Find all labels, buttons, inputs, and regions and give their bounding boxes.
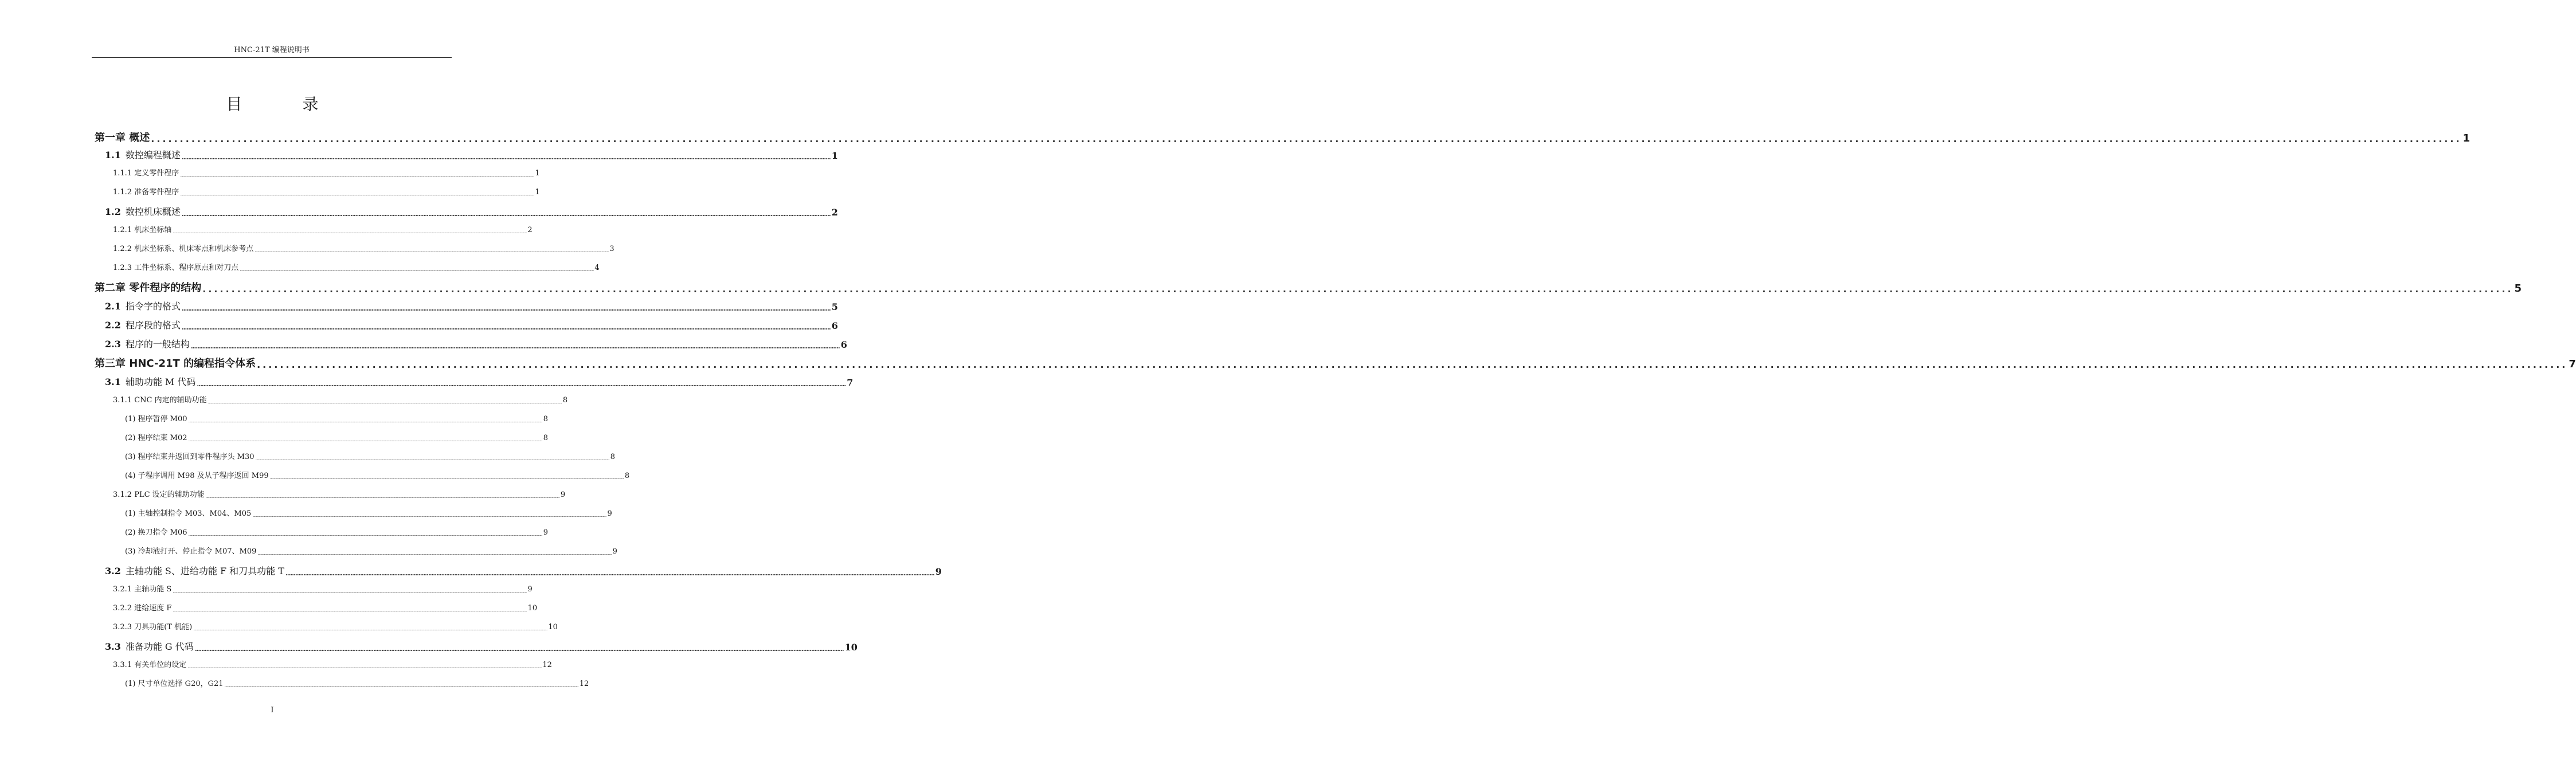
toc-entry-text: 辅助功能 M 代码 <box>125 376 196 387</box>
toc-entry-text: (1) 尺寸单位选择 G20，G21 <box>125 680 224 688</box>
toc-entry[interactable] <box>113 222 533 234</box>
toc-dot-leader: ................................................................................................................................................................................................................................................................................................................................................................................................................ <box>255 248 609 253</box>
toc-entry-text: 3.2.3 刀具功能(T 机能) <box>113 623 193 631</box>
toc-entry[interactable] <box>105 373 854 388</box>
toc-entry-text: (1) 主轴控制指令 M03、M04、M05 <box>125 509 252 518</box>
toc-dot-leader: ................................................................................................................................................................................................................................................................................................................................................................................................................ <box>180 172 534 178</box>
toc-entry[interactable] <box>113 241 614 253</box>
toc-entry[interactable] <box>105 146 838 161</box>
toc-entry-text: (1) 程序暂停 M00 <box>125 415 187 423</box>
toc-entry-page: 9 <box>612 547 617 556</box>
toc-entry-title <box>113 261 238 272</box>
toc-entry[interactable] <box>113 392 568 405</box>
toc-dot-leader: ................................................................................................................................................................................................................................................................................................................................................................................................................ <box>181 210 831 218</box>
toc-entry-title <box>113 167 179 178</box>
toc-entry-text: (2) 换刀指令 M06 <box>125 528 187 537</box>
toc-entry-number: 3.2 <box>105 566 121 576</box>
toc-entry-text: 第二章 零件程序的结构 <box>95 282 202 294</box>
toc-entry-text: 数控机床概述 <box>125 206 181 217</box>
toc-entry-page: 10 <box>527 604 538 613</box>
toc-entry-title <box>125 469 269 480</box>
toc-dot-leader: ................................................................................................................................................................................................................................................................................................................................................................................................................ <box>224 683 578 688</box>
toc-entry-page: 9 <box>935 566 942 577</box>
toc-entry-title <box>113 621 192 631</box>
toc-entry-page: 1 <box>2463 132 2471 144</box>
toc-entry-title <box>125 413 187 423</box>
toc-entry-text: 1.2.2 机床坐标系、机床零点和机床参考点 <box>113 245 254 253</box>
toc-entry-text: (3) 冷却液打开、停止指令 M07、M09 <box>125 547 257 556</box>
toc-dot-leader: ................................................................................................................................................................................................................................................................................................................................................................................................................ <box>194 645 844 653</box>
toc-entry-page: 4 <box>594 264 600 272</box>
toc-entry-page: 9 <box>543 528 549 537</box>
toc-dot-leader: ................................................................................................................................................................................................................................................................................................................................................................................................................ <box>202 284 2514 295</box>
toc-entry-title <box>105 639 194 653</box>
toc-entry-page: 12 <box>542 661 552 669</box>
toc-dot-leader: ................................................................................................................................................................................................................................................................................................................................................................................................................ <box>180 191 534 197</box>
toc-entry[interactable] <box>105 316 838 331</box>
toc-entry-title <box>113 394 207 405</box>
toc-entry[interactable] <box>125 468 630 480</box>
toc-entry-title <box>113 658 186 669</box>
toc-entry-title <box>105 299 181 312</box>
toc-entry-page: 1 <box>535 169 540 178</box>
toc-entry[interactable] <box>125 543 617 556</box>
toc-entry-title <box>105 148 181 161</box>
toc-entry-page: 7 <box>847 377 854 388</box>
toc-entry-title <box>125 545 256 556</box>
toc-entry-page: 6 <box>831 320 838 331</box>
toc-entry-text: (4) 子程序调用 M98 及从子程序返回 M99 <box>125 472 269 480</box>
toc-dot-leader: ................................................................................................................................................................................................................................................................................................................................................................................................................ <box>181 154 831 161</box>
toc-entry-page: 2 <box>527 226 533 234</box>
toc-entry-title <box>113 186 179 197</box>
toc-entry-page: 1 <box>831 150 838 161</box>
toc-dot-leader: ................................................................................................................................................................................................................................................................................................................................................................................................................ <box>285 570 934 577</box>
toc-entry-title <box>113 602 171 613</box>
toc-entry-page: 5 <box>2514 283 2522 295</box>
toc-entry-text: 3.1.1 CNC 内定的辅助功能 <box>113 396 207 405</box>
toc-entry[interactable] <box>113 600 538 613</box>
toc-dot-leader: ................................................................................................................................................................................................................................................................................................................................................................................................................ <box>188 532 542 537</box>
toc-entry-title <box>125 507 251 518</box>
toc-entry-number: 1.2 <box>105 206 121 217</box>
toc-entry-title <box>125 677 224 688</box>
toc-entry[interactable] <box>95 127 2471 144</box>
toc-dot-leader: ................................................................................................................................................................................................................................................................................................................................................................................................................ <box>187 664 542 669</box>
toc-entry-page: 8 <box>624 472 630 480</box>
toc-entry-title <box>125 450 255 461</box>
toc-dot-leader: ................................................................................................................................................................................................................................................................................................................................................................................................................ <box>208 399 562 405</box>
toc-entry[interactable] <box>95 277 2522 295</box>
toc-entry-text: 程序段的格式 <box>125 320 181 331</box>
toc-entry[interactable] <box>113 657 552 669</box>
toc-entry-title <box>113 223 171 234</box>
toc-entry-number: 1.1 <box>105 150 121 160</box>
toc-dot-leader: ................................................................................................................................................................................................................................................................................................................................................................................................................ <box>173 588 527 594</box>
toc-entry-title <box>125 526 187 537</box>
toc-entry[interactable] <box>125 430 549 442</box>
toc-dot-leader: ................................................................................................................................................................................................................................................................................................................................................................................................................ <box>188 437 542 442</box>
toc-dot-leader: ................................................................................................................................................................................................................................................................................................................................................................................................................ <box>181 324 831 331</box>
toc-entry-title <box>113 488 205 499</box>
toc-dot-leader: ................................................................................................................................................................................................................................................................................................................................................................................................................ <box>173 607 527 613</box>
toc-entry-title <box>105 564 284 577</box>
toc-dot-leader: ................................................................................................................................................................................................................................................................................................................................................................................................................ <box>190 343 840 350</box>
toc-entry-text: 3.1.2 PLC 设定的辅助功能 <box>113 491 205 499</box>
toc-dot-leader: ................................................................................................................................................................................................................................................................................................................................................................................................................ <box>255 456 609 461</box>
toc-entry-title <box>105 318 181 331</box>
toc-entry-text: 数控编程概述 <box>125 150 181 160</box>
toc-entry[interactable] <box>95 353 2576 370</box>
toc-entry-title <box>113 583 171 594</box>
toc-entry-text: 程序的一般结构 <box>125 339 190 350</box>
toc-dot-leader: ................................................................................................................................................................................................................................................................................................................................................................................................................ <box>252 513 606 518</box>
toc-entry[interactable] <box>125 676 589 688</box>
toc-entry-text: 3.2.1 主轴功能 S <box>113 585 172 594</box>
toc-entry-number: 2.3 <box>105 339 121 350</box>
toc-entry-text: 3.2.2 进给速度 F <box>113 604 172 613</box>
toc-entry-text: 1.1.1 定义零件程序 <box>113 169 179 178</box>
page-title: 目 录 <box>226 95 346 113</box>
running-header: HNC-21T 编程说明书 <box>92 45 452 58</box>
toc-entry[interactable] <box>113 260 600 272</box>
toc-entry-text: 1.1.2 准备零件程序 <box>113 188 179 197</box>
toc-entry[interactable] <box>105 562 942 577</box>
toc-entry[interactable] <box>125 411 549 423</box>
toc-dot-leader: ................................................................................................................................................................................................................................................................................................................................................................................................................ <box>269 475 624 480</box>
toc-entry-text: 第三章 HNC-21T 的编程指令体系 <box>95 358 256 370</box>
toc-entry-text: 指令字的格式 <box>125 301 181 312</box>
toc-entry-page: 10 <box>844 642 858 653</box>
toc-entry-page: 9 <box>607 509 612 518</box>
toc-entry-number: 3.1 <box>105 376 121 387</box>
toc-entry-page: 8 <box>543 415 549 423</box>
toc-dot-leader: ................................................................................................................................................................................................................................................................................................................................................................................................................ <box>257 551 612 556</box>
toc-entry[interactable] <box>113 486 566 499</box>
toc-entry-text: (3) 程序结束并返回到零件程序头 M30 <box>125 453 255 461</box>
toc-dot-leader: ................................................................................................................................................................................................................................................................................................................................................................................................................ <box>193 626 547 631</box>
toc-dot-leader: ................................................................................................................................................................................................................................................................................................................................................................................................................ <box>197 380 846 388</box>
toc-dot-leader: ................................................................................................................................................................................................................................................................................................................................................................................................................ <box>240 267 594 272</box>
toc-entry-title <box>113 242 253 253</box>
toc-entry-text: (2) 程序结束 M02 <box>125 434 187 442</box>
toc-entry[interactable] <box>105 203 838 218</box>
toc-entry-title <box>95 280 201 295</box>
toc-entry-page: 2 <box>831 207 838 218</box>
toc-entry[interactable] <box>125 449 616 461</box>
toc-entry-text: 1.2.1 机床坐标轴 <box>113 226 172 234</box>
toc-entry-page: 9 <box>560 491 566 499</box>
toc-entry-number: 2.1 <box>105 301 121 312</box>
toc-entry-page: 1 <box>535 188 540 197</box>
toc-entry[interactable] <box>113 165 540 178</box>
toc-entry[interactable] <box>113 184 540 197</box>
toc-entry-page: 9 <box>527 585 533 594</box>
page-number: I <box>271 706 274 715</box>
toc-entry[interactable] <box>113 581 533 594</box>
toc-dot-leader: ................................................................................................................................................................................................................................................................................................................................................................................................................ <box>205 494 559 499</box>
toc-entry-text: 3.3.1 有关单位的设定 <box>113 661 187 669</box>
toc-entry-title <box>125 431 187 442</box>
toc-entry-page: 3 <box>609 245 614 253</box>
toc-dot-leader: ................................................................................................................................................................................................................................................................................................................................................................................................................ <box>257 359 2568 370</box>
toc-entry-title <box>105 375 195 388</box>
toc-entry[interactable] <box>105 297 838 312</box>
toc-entry-text: 准备功能 G 代码 <box>125 641 194 652</box>
toc-entry-number: 2.2 <box>105 320 121 331</box>
toc-dot-leader: ................................................................................................................................................................................................................................................................................................................................................................................................................ <box>151 134 2462 144</box>
toc-entry-title <box>95 355 256 370</box>
toc-entry-page: 10 <box>548 623 558 631</box>
toc-entry-page: 8 <box>562 396 568 405</box>
toc-entry-title <box>105 205 181 218</box>
toc-entry-page: 8 <box>543 434 549 442</box>
toc-entry-page: 6 <box>840 339 847 350</box>
toc-dot-leader: ................................................................................................................................................................................................................................................................................................................................................................................................................ <box>173 229 527 234</box>
toc-entry[interactable] <box>125 524 549 537</box>
toc-entry-text: 1.2.3 工件坐标系、程序原点和对刀点 <box>113 264 239 272</box>
toc-entry-page: 5 <box>831 301 838 312</box>
toc-dot-leader: ................................................................................................................................................................................................................................................................................................................................................................................................................ <box>181 305 831 312</box>
toc-entry[interactable] <box>105 638 858 653</box>
toc-dot-leader: ................................................................................................................................................................................................................................................................................................................................................................................................................ <box>188 418 542 423</box>
toc-entry-page: 7 <box>2569 358 2576 370</box>
toc-entry[interactable] <box>113 619 558 631</box>
toc-entry-title <box>105 337 190 350</box>
toc-entry-text: 主轴功能 S、进给功能 F 和刀具功能 T <box>125 566 284 576</box>
toc-entry[interactable] <box>105 335 847 350</box>
toc-entry[interactable] <box>125 505 612 518</box>
toc-entry-page: 8 <box>610 453 616 461</box>
toc-entry-text: 第一章 概述 <box>95 132 150 144</box>
toc-entry-title <box>95 130 150 144</box>
toc-entry-page: 12 <box>579 680 589 688</box>
toc-entry-number: 3.3 <box>105 641 121 652</box>
